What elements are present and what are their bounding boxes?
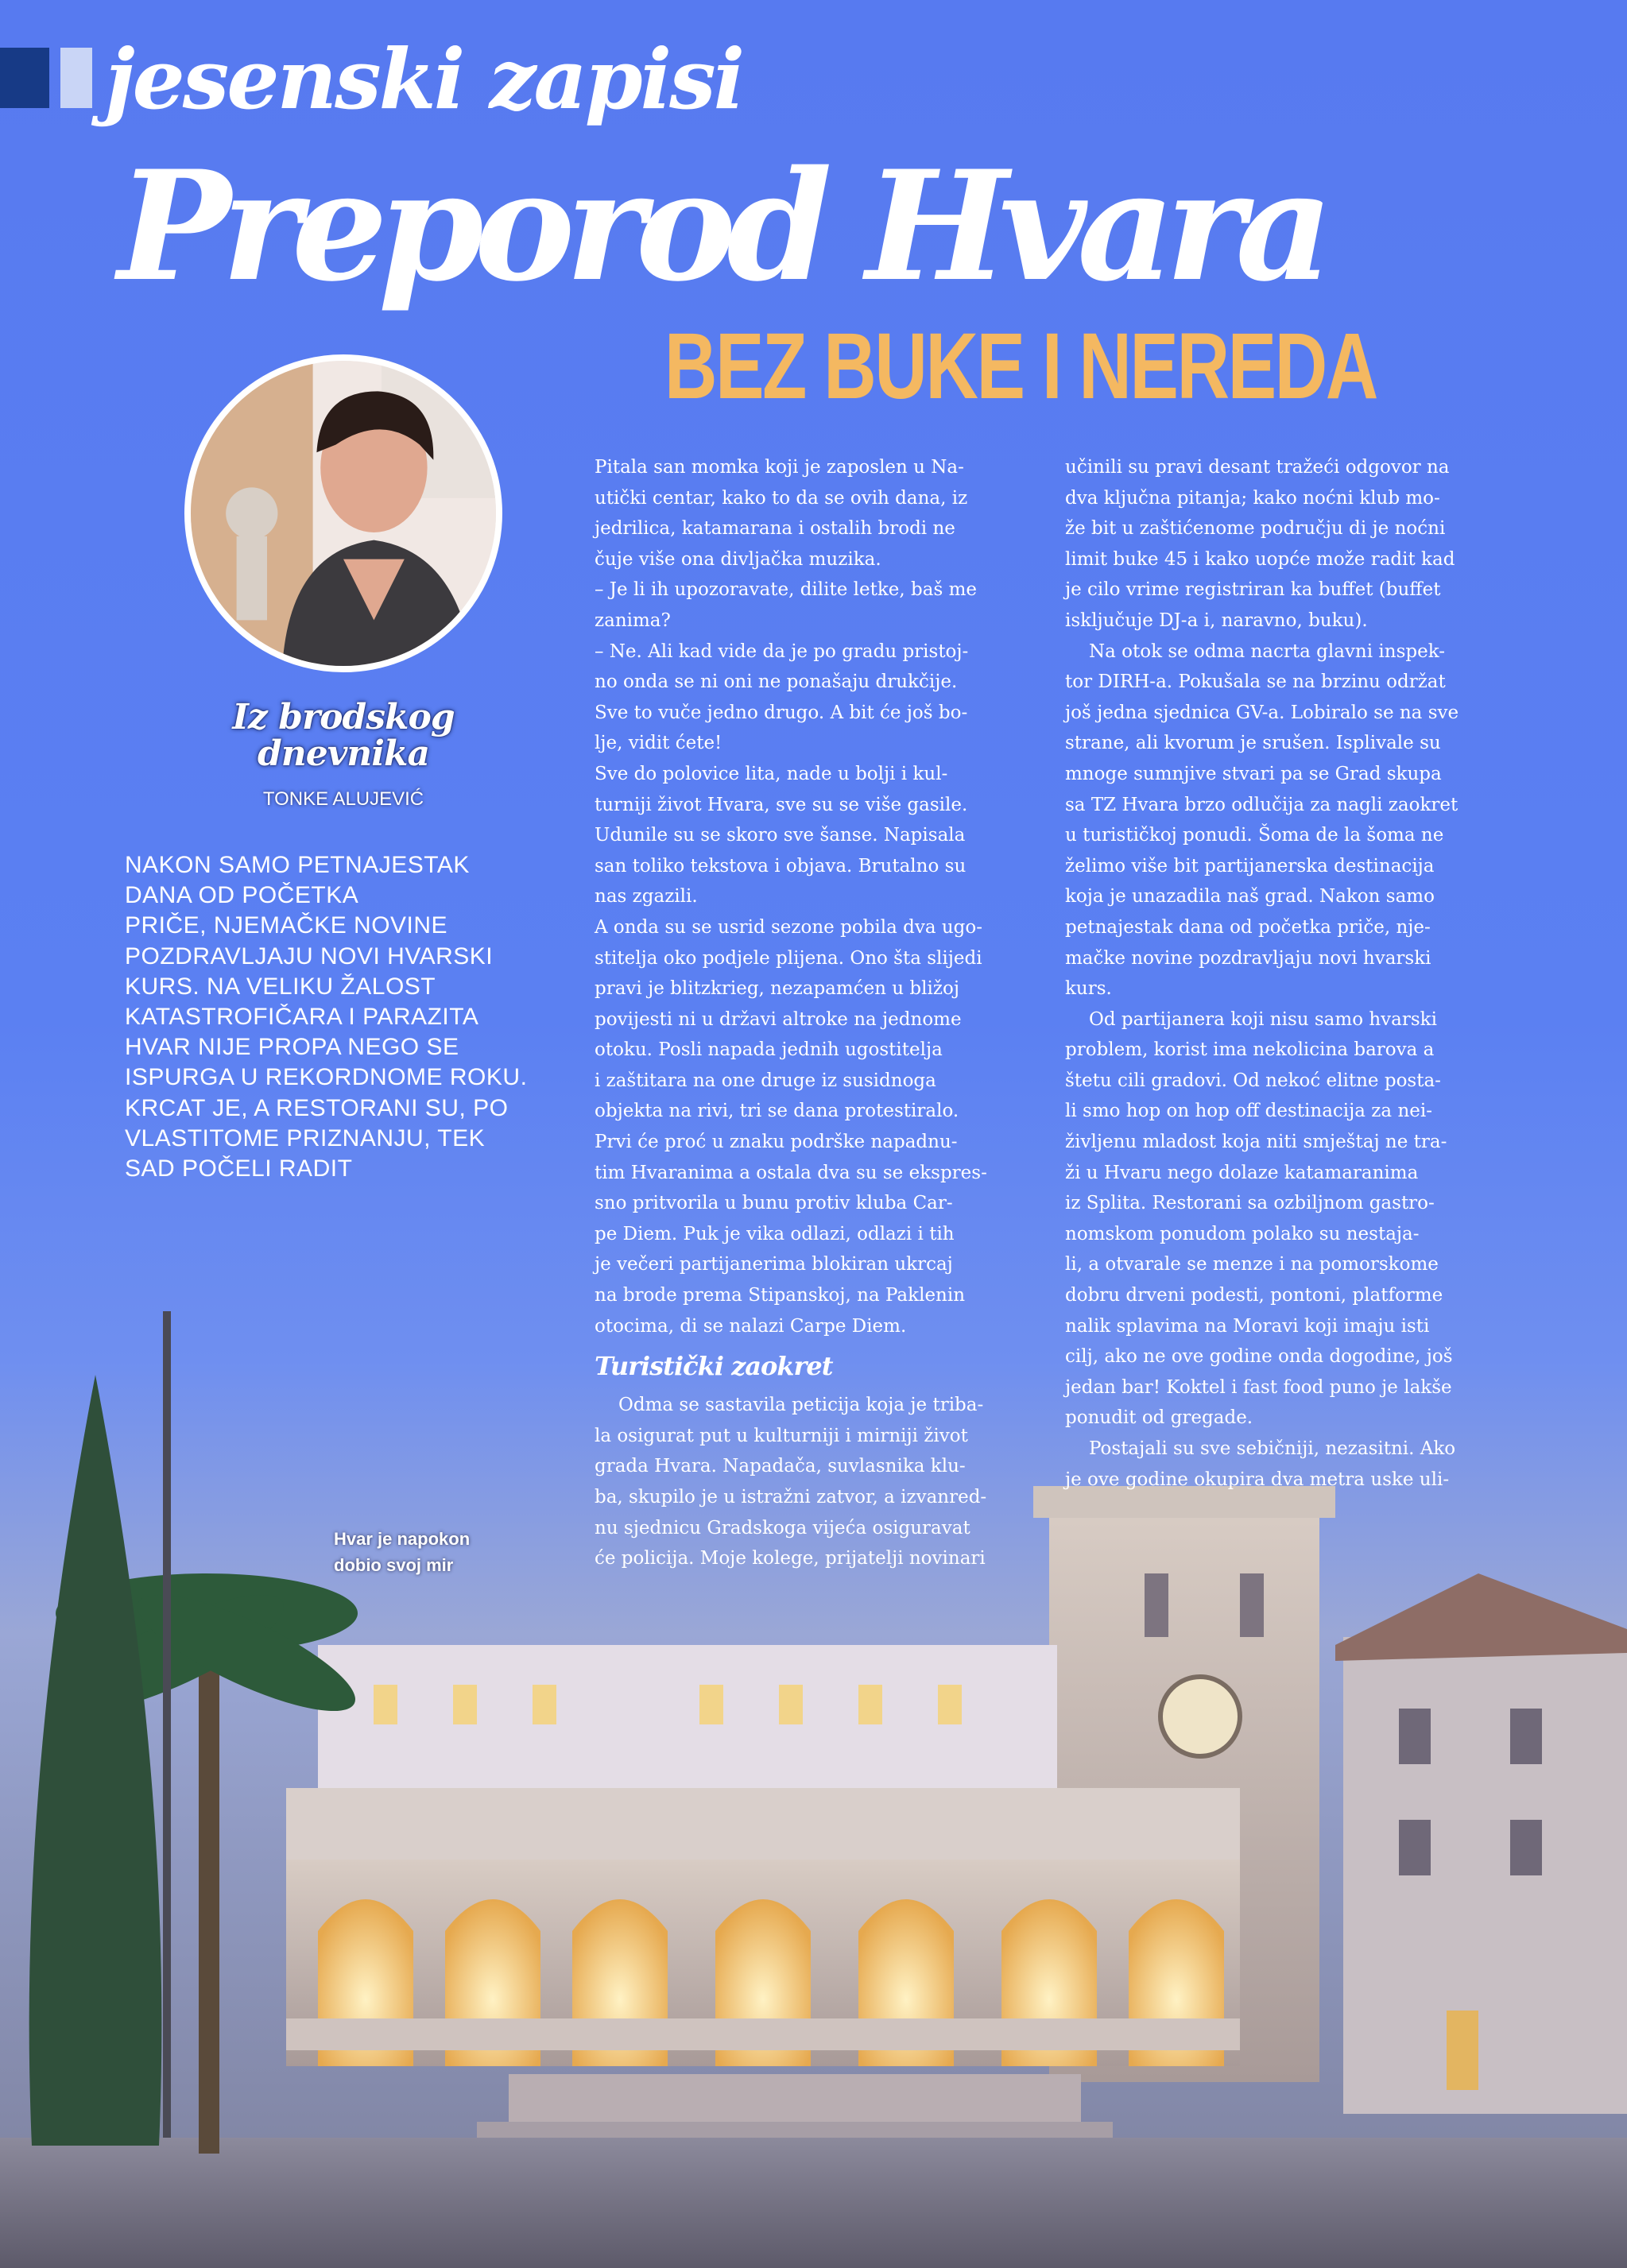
lead-line: POZDRAVLJAJU NOVI HVARSKI: [125, 942, 494, 970]
column-name-line2: dnevnika: [257, 733, 430, 775]
column-name-line1: Iz brodskog: [232, 697, 455, 737]
body-line: že bit u zaštićenome području di je noćni: [1065, 518, 1446, 540]
author-portrait: [184, 354, 502, 672]
body-line: na brode prema Stipanskoj, na Paklenin: [595, 1285, 966, 1306]
body-line: kurs.: [1065, 978, 1112, 1000]
body-line: cilj, ako ne ove godine onda dogodine, još: [1065, 1346, 1453, 1368]
body-line: povijesti ni u državi altroke na jednome: [595, 1008, 962, 1030]
lead-line: DANA OD POČETKA: [125, 882, 359, 909]
body-line: mačke novine pozdravljaju novi hvarski: [1065, 947, 1431, 969]
body-line: dobru drveni podesti, pontoni, platforme: [1065, 1285, 1443, 1306]
body-line: želimo više bit partijanerska destinacija: [1065, 855, 1435, 877]
body-line: ži u Hvaru nego dolaze katamaranima: [1065, 1162, 1419, 1183]
body-line: Odma se sastavila peticija koja je triba-: [618, 1395, 984, 1416]
lead-line: KURS. NA VELIKU ŽALOST: [125, 973, 436, 1000]
body-line: ponudit od gregade.: [1065, 1407, 1253, 1429]
lead-line: KATASTROFIČARA I PARAZITA: [125, 1004, 479, 1031]
body-line: stitelja oko podjele plijena. Ono šta slijedi: [595, 947, 982, 969]
body-line: isključuje DJ-a i, naravno, buku).: [1065, 610, 1368, 631]
body-line: turniji život Hvara, sve su se više gasile.: [595, 794, 968, 815]
section-subhead: Turistički zaokret: [595, 1351, 833, 1382]
lead-line: NAKON SAMO PETNAJESTAK: [125, 852, 470, 878]
body-line: iz Splita. Restorani sa ozbiljnom gastro-: [1065, 1193, 1435, 1214]
lead-line: PRIČE, NJEMAČKE NOVINE: [125, 912, 448, 939]
body-line: sno pritvorila u bunu protiv kluba Car-: [595, 1193, 953, 1214]
body-line: tim Hvaranima a ostala dva su se ekspres-: [595, 1162, 987, 1183]
body-line: je cilo vrime registriran ka buffet (buffet: [1065, 579, 1441, 601]
lead-line: SAD POČELI RADIT: [125, 1155, 353, 1182]
body-line: življenu mladost koja niti smještaj ne tra-: [1065, 1132, 1447, 1153]
body-line: utički centar, kako to da se ovih dana, iz: [595, 487, 968, 509]
lead-line: HVAR NIJE PROPA NEGO SE: [125, 1034, 459, 1061]
lead-text: [125, 850, 570, 1184]
body-line: lje, vidit ćete!: [595, 733, 722, 754]
body-line: sa TZ Hvara brzo odlučija za nagli zaokret: [1065, 794, 1458, 815]
caption-line: Hvar je napokon: [334, 1529, 471, 1549]
body-line: petnajestak dana od početka priče, nje-: [1065, 916, 1431, 938]
photo-caption: [334, 1526, 470, 1578]
body-line: Na otok se odma nacrta glavni inspek-: [1089, 641, 1446, 662]
body-line: otocima, di se nalazi Carpe Diem.: [595, 1315, 907, 1337]
body-line: jedan bar! Koktel i fast food puno je lakše: [1065, 1376, 1452, 1398]
marker-block-dark: [0, 48, 49, 108]
lead-line: KRCAT JE, A RESTORANI SU, PO: [125, 1094, 509, 1121]
body-line: la osigurat put u kulturniji i mirniji život: [595, 1425, 968, 1446]
column-name: [184, 697, 502, 775]
marker-block-light: [60, 48, 92, 108]
body-line: limit buke 45 i kako uopće može radit kad: [1065, 548, 1455, 570]
body-line: Sve do polovice lita, nade u bolji i kul-: [595, 763, 948, 784]
body-line: koja je unazadila naš grad. Nakon samo: [1065, 886, 1435, 908]
body-line: Sve to vuče jedno drugo. A bit će još bo-: [595, 702, 968, 723]
body-line: nomskom ponudom polako su nestaja-: [1065, 1223, 1420, 1244]
body-line: nalik splavima na Moravi koji imaju isti: [1065, 1315, 1430, 1337]
body-line: zanima?: [595, 610, 671, 631]
caption-line: dobio svoj mir: [334, 1555, 454, 1575]
body-column-2: [1065, 452, 1510, 1495]
section-label: jesenski zapisi: [105, 30, 743, 128]
body-line: dva ključna pitanja; kako noćni klub mo-: [1065, 487, 1440, 509]
body-line: pravi je blitzkrieg, nezapamćen u bližoj: [595, 978, 959, 1000]
body-line: li, a otvarale se menze i na pomorskome: [1065, 1254, 1439, 1275]
body-line: objekta na rivi, tri se dana protestiralo.: [595, 1101, 959, 1122]
body-line: Od partijanera koji nisu samo hvarski: [1089, 1008, 1437, 1030]
body-line: je ove godine okupira dva metra uske uli-: [1065, 1469, 1450, 1490]
body-line: no onda se ni oni ne ponašaju drukčije.: [595, 671, 958, 693]
body-line: u turističkoj ponudi. Šoma de la šoma ne: [1065, 825, 1444, 846]
body-line: A onda su se usrid sezone pobila dva ugo-: [595, 916, 983, 938]
body-line: Udunile su se skoro sve šanse. Napisala: [595, 825, 966, 846]
body-line: strane, ali kvorum je srušen. Isplivale su: [1065, 733, 1441, 754]
subtitle: BEZ BUKE I NEREDA: [664, 314, 1377, 419]
body-line: san toliko tekstova i objava. Brutalno su: [595, 855, 967, 877]
body-line: Pitala san momka koji je zaposlen u Na-: [595, 457, 964, 478]
body-line: Prvi će proć u znaku podrške napadnu-: [595, 1132, 958, 1153]
body-line: čuje više ona divljačka muzika.: [595, 548, 881, 570]
body-line: će policija. Moje kolege, prijatelji novinari: [595, 1548, 986, 1569]
body-line: otoku. Posli napada jednih ugostitelja: [595, 1039, 943, 1061]
body-line: problem, korist ima nekolicina barova a: [1065, 1039, 1435, 1061]
body-line: – Je li ih upozoravate, dilite letke, baš me: [595, 579, 978, 601]
body-line: nu sjednicu Gradskoga vijeća osiguravat: [595, 1517, 970, 1538]
main-title: Preporod Hvara: [118, 137, 1324, 315]
body-line: ba, skupilo je u istražni zatvor, a izvanred-: [595, 1487, 987, 1507]
lead-line: VLASTITOME PRIZNANJU, TEK: [125, 1124, 486, 1151]
body-line: – Ne. Ali kad vide da je po gradu pristoj-: [595, 641, 969, 662]
author-name: TONKE ALUJEVIĆ: [262, 788, 424, 810]
body-line: Postajali su sve sebičniji, nezasitni. Ako: [1089, 1438, 1456, 1459]
body-line: pe Diem. Puk je vika odlazi, odlazi i tih: [595, 1223, 955, 1244]
body-column-1: [595, 452, 1040, 1574]
body-line: li smo hop on hop off destinacija za nei-: [1065, 1101, 1432, 1122]
lead-line: ISPURGA U REKORDNOME ROKU.: [125, 1064, 528, 1091]
body-line: mnoge sumnjive stvari pa se Grad skupa: [1065, 763, 1442, 784]
body-line: i zaštitara na one druge iz susidnoga: [595, 1070, 936, 1091]
body-line: učinili su pravi desant tražeći odgovor na: [1065, 457, 1450, 478]
body-line: nas zgazili.: [595, 886, 698, 908]
body-line: jedrilica, katamarana i ostalih brodi ne: [595, 518, 955, 540]
body-line: štetu cili gradovi. Od nekoć elitne posta-: [1065, 1070, 1441, 1091]
body-line: tor DIRH-a. Pokušala se na brzinu održat: [1065, 671, 1446, 693]
body-line: grada Hvara. Napadača, suvlasnika klu-: [595, 1456, 966, 1477]
body-line: još jedna sjednica GV-a. Lobiralo se na sve: [1065, 702, 1459, 723]
body-line: je večeri partijanerima blokiran ukrcaj: [595, 1254, 953, 1275]
